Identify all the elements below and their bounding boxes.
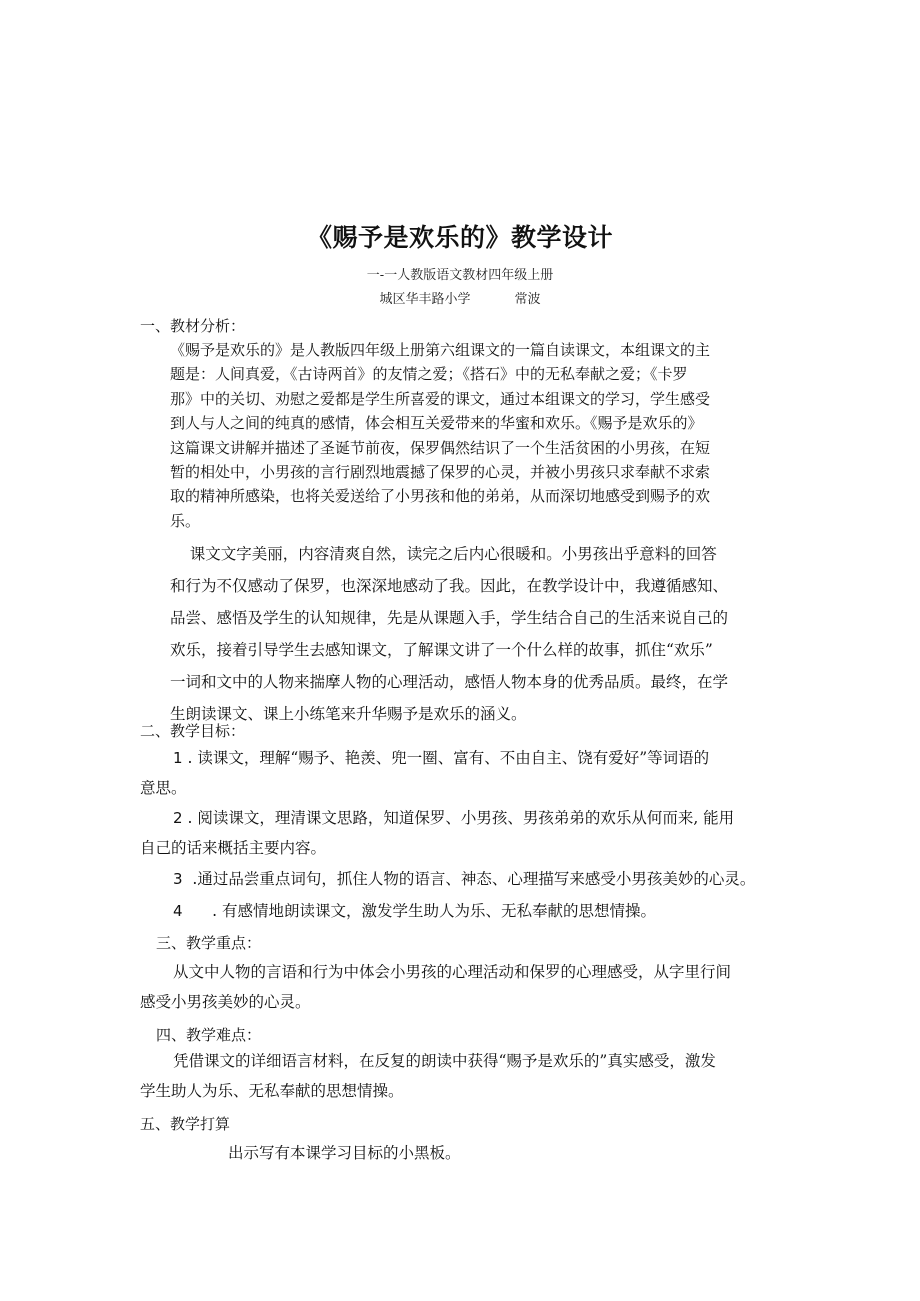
section4-heading: 四、教学难点： xyxy=(156,1026,262,1044)
goal-item-4 xyxy=(140,896,656,926)
section5-heading: 五、教学打算 xyxy=(140,1115,231,1133)
page-title: 《赐予是欢乐的》教学设计 xyxy=(306,223,613,252)
text-line: 出示写有本课学习目标的小黑板。 xyxy=(228,1144,461,1162)
goal-item-2 xyxy=(140,803,734,863)
goal-text-continued: 意思。 xyxy=(140,779,187,797)
goal-number: 2 xyxy=(173,809,183,827)
text-line: 乐。 xyxy=(170,511,201,530)
school-name: 城区华丰路小学 xyxy=(379,292,471,307)
text-line: 那》中的关切、劝慰之爱都是学生所喜爱的课文，通过本组课文的学习，学生感受 xyxy=(170,389,711,408)
author-name: 常波 xyxy=(514,292,541,307)
section2-heading: 二、教学目标： xyxy=(140,722,246,740)
text-line: 凭借课文的详细语言材料，在反复的朗读中获得“赐予是欢乐的”真实感受，激发 xyxy=(173,1052,716,1070)
goal-number: 3 xyxy=(173,870,183,888)
goal-text-continued: 自己的话来概括主要内容。 xyxy=(140,839,327,857)
goal-number: 4 xyxy=(173,902,183,920)
section1-heading: 一、教材分析： xyxy=(140,317,246,335)
text-line: 学生助人为乐、无私奉献的思想情操。 xyxy=(140,1082,404,1100)
text-line: 从文中人物的言语和行为中体会小男孩的心理活动和保罗的心理感受，从字里行间 xyxy=(173,963,732,981)
text-line: 课文文字美丽，内容清爽自然，读完之后内心很暖和。小男孩出乎意料的回答 xyxy=(170,545,717,563)
text-line: 这篇课文讲解并描述了圣诞节前夜，保罗偶然结识了一个生活贫困的小男孩，在短 xyxy=(170,438,711,457)
goal-text: . 阅读课文，理清课文思路，知道保罗、小男孩、男孩弟弟的欢乐从何而来, 能用 xyxy=(182,809,735,827)
section3-body xyxy=(140,957,731,1017)
text-line: 一词和文中的人物来揣摩人物的心理活动，感悟人物本身的优秀品质。最终，在学 xyxy=(170,673,729,691)
goal-number: 1 xyxy=(173,749,183,767)
text-line: 《赐予是欢乐的》是人教版四年级上册第六组课文的一篇自读课文，本组课文的主 xyxy=(170,341,711,359)
text-line: 暂的相处中，小男孩的言行剧烈地震撼了保罗的心灵，并被小男孩只求奉献不求索 xyxy=(170,463,711,482)
text-line: 欢乐，接着引导学生去感知课文，了解课文讲了一个什么样的故事，抓住“欢乐” xyxy=(170,641,713,659)
section4-body xyxy=(140,1046,716,1106)
text-line: 到人与人之间的纯真的感情，体会相互关爱带来的华蜜和欢乐。《赐予是欢乐的》 xyxy=(170,414,703,433)
section1-paragraph-2 xyxy=(170,538,728,730)
section1-paragraph-1 xyxy=(170,338,710,533)
goal-text: .通过品尝重点词句，抓住人物的语言、神态、心理描写来感受小男孩美妙的心灵。 xyxy=(182,870,756,888)
goal-text: . 读课文，理解“赐予、艳羡、兜一圈、富有、不由自主、饶有爱好”等词语的 xyxy=(182,749,710,767)
school-author-line xyxy=(0,288,920,307)
text-line: 和行为不仅感动了保罗，也深深地感动了我。因此，在教学设计中，我遵循感知、 xyxy=(170,577,729,595)
text-line: 生朗读课文、课上小练笔来升华赐予是欢乐的涵义。 xyxy=(170,705,527,723)
subtitle: 一-一人教版语文教材四年级上册 xyxy=(366,268,554,283)
text-line: 取的精神所感染，也将关爱送给了小男孩和他的弟弟，从而深切地感受到赐予的欢 xyxy=(170,487,711,506)
section5-body xyxy=(228,1138,461,1168)
text-line: 品尝、感悟及学生的认知规律，先是从课题入手，学生结合自己的生活来说自己的 xyxy=(170,609,729,627)
section3-heading: 三、教学重点： xyxy=(156,934,262,952)
text-line: 感受小男孩美妙的心灵。 xyxy=(140,993,311,1011)
goal-text: . 有感情地朗读课文，激发学生助人为乐、无私奉献的思想情操。 xyxy=(182,902,656,920)
text-line: 题是：人间真爱，《古诗两首》的友情之爱；《搭石》中的无私奉献之爱；《卡罗 xyxy=(170,365,688,384)
goal-item-3 xyxy=(140,864,755,894)
goal-item-1 xyxy=(140,743,709,803)
